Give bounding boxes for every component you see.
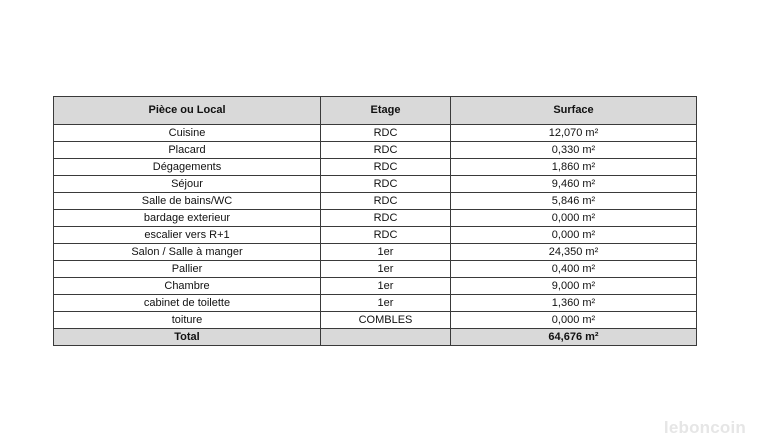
surface-table [53, 96, 697, 346]
cell-surface: 1,860 m² [451, 159, 697, 176]
table-row [54, 125, 697, 142]
cell-surface: 9,460 m² [451, 176, 697, 193]
leboncoin-watermark: leboncoin [663, 418, 746, 437]
cell-room: cabinet de toilette [54, 295, 321, 312]
cell-room: Pallier [54, 261, 321, 278]
total-surface: 64,676 m² [451, 329, 697, 346]
header-room: Pièce ou Local [54, 97, 321, 125]
table-row [54, 312, 697, 329]
cell-surface: 5,846 m² [451, 193, 697, 210]
cell-surface: 0,330 m² [451, 142, 697, 159]
cell-surface: 24,350 m² [451, 244, 697, 261]
cell-room: Chambre [54, 278, 321, 295]
header-surface: Surface [451, 97, 697, 125]
cell-floor: 1er [321, 278, 451, 295]
cell-floor: RDC [321, 227, 451, 244]
cell-room: bardage exterieur [54, 210, 321, 227]
cell-surface: 12,070 m² [451, 125, 697, 142]
table-row [54, 278, 697, 295]
table-row [54, 261, 697, 278]
total-row [54, 329, 697, 346]
cell-room: Salon / Salle à manger [54, 244, 321, 261]
table-row [54, 210, 697, 227]
cell-floor: RDC [321, 125, 451, 142]
table-row [54, 193, 697, 210]
cell-room: Placard [54, 142, 321, 159]
header-floor: Etage [321, 97, 451, 125]
table-header [54, 97, 697, 125]
table-body [54, 125, 697, 346]
cell-floor: RDC [321, 193, 451, 210]
cell-room: Cuisine [54, 125, 321, 142]
cell-surface: 0,000 m² [451, 227, 697, 244]
header-row [54, 97, 697, 125]
cell-floor: COMBLES [321, 312, 451, 329]
cell-surface: 0,400 m² [451, 261, 697, 278]
table-row [54, 244, 697, 261]
cell-floor: RDC [321, 159, 451, 176]
total-floor [321, 329, 451, 346]
cell-floor: 1er [321, 244, 451, 261]
cell-surface: 9,000 m² [451, 278, 697, 295]
cell-room: toiture [54, 312, 321, 329]
cell-room: Séjour [54, 176, 321, 193]
table-row [54, 159, 697, 176]
cell-room: Dégagements [54, 159, 321, 176]
cell-room: escalier vers R+1 [54, 227, 321, 244]
table-row [54, 295, 697, 312]
cell-surface: 0,000 m² [451, 312, 697, 329]
cell-floor: RDC [321, 176, 451, 193]
table-row [54, 142, 697, 159]
cell-surface: 1,360 m² [451, 295, 697, 312]
total-label: Total [54, 329, 321, 346]
table-row [54, 227, 697, 244]
cell-surface: 0,000 m² [451, 210, 697, 227]
cell-floor: RDC [321, 210, 451, 227]
cell-room: Salle de bains/WC [54, 193, 321, 210]
cell-floor: 1er [321, 261, 451, 278]
table-row [54, 176, 697, 193]
cell-floor: RDC [321, 142, 451, 159]
cell-floor: 1er [321, 295, 451, 312]
